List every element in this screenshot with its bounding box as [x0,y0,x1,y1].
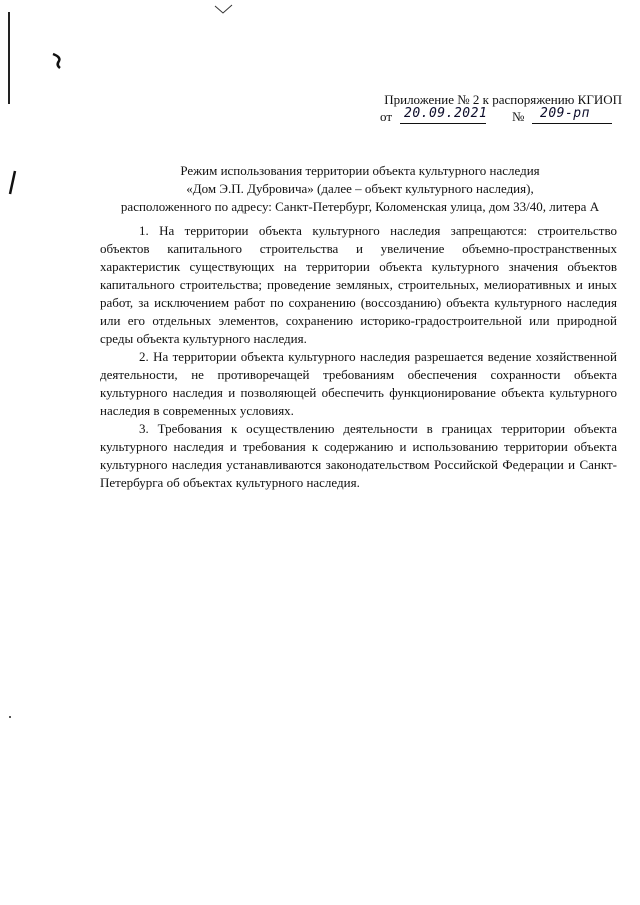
paragraph-2: 2. На территории объекта культурного наследия разрешается ведение хозяйственной деятельности, не противоречащей требованиям обеспечения сохранности объекта культурного наследия и позволяющей обеспечить функционирование объекта культурного наследия в современных условиях. [100,349,617,418]
appendix-title: Приложение № 2 к распоряжению КГИОП [384,92,622,107]
scan-edge-line [8,12,10,104]
scan-mark-check-icon [214,4,234,16]
document-title [100,162,620,216]
number-underline [532,123,612,124]
document-body [100,222,617,492]
scan-dot [9,716,11,718]
title-line-3: расположенного по адресу: Санкт-Петербург, Коломенская улица, дом 33/40, литера А [120,199,600,214]
title-line-1: Режим использования территории объекта культурного наследия [180,163,540,178]
paragraph-1: 1. На территории объекта культурного наследия запрещаются: строительство объектов капитального строительства и увеличение объемно-пространственных характеристик существующих на территории объекта культурного значения объектов капитального строительства; проведение земляных, строительных, мелиоративных и иных работ, за исключением работ по сохранению (воссозданию) объекта культурного наследия или его отдельных элементов, сохранению историко-градостроительной или природной среды объекта культурного наследия. [100,223,617,346]
number-prefix: № [512,109,525,124]
date-underline [400,123,486,124]
date-number-row [360,106,622,127]
scan-mark-slash-icon [6,170,18,196]
appendix-header [360,92,622,127]
handwritten-number: 209-рп [540,106,590,121]
title-line-2: «Дом Э.П. Дубровича» (далее – объект культурного наследия), [186,181,534,196]
date-prefix: от [380,109,393,124]
paragraph-3: 3. Требования к осуществлению деятельности в границах территории объекта культурного наследия и требования к содержанию и использованию территории объекта культурного наследия устанавливаются законодательством Российской Федерации и Санкт-Петербурга об объектах культурного наследия. [100,421,617,490]
handwritten-date: 20.09.2021 [404,106,488,121]
scan-mark-hook-icon [50,52,64,70]
